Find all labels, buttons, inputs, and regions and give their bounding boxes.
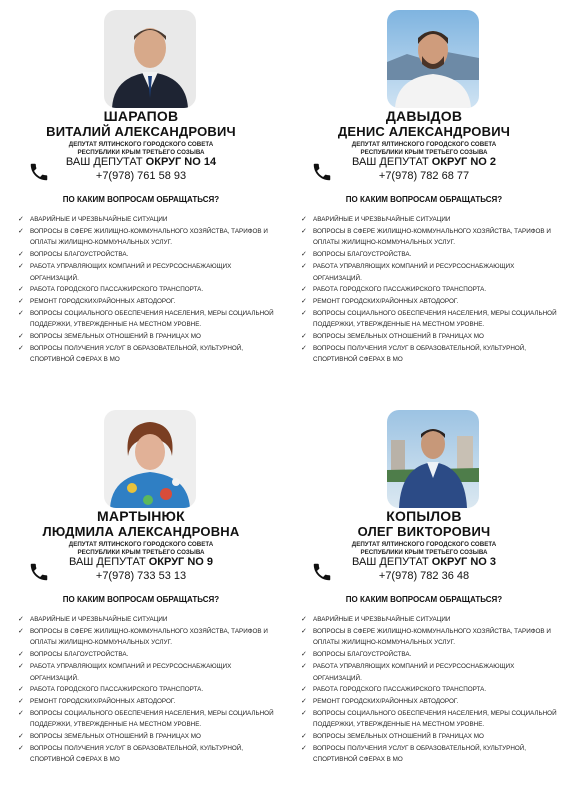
topic-item: ✓ ВОПРОСЫ ЗЕМЕЛЬНЫХ ОТНОШЕНИЙ В ГРАНИЦАХ МО: [18, 331, 280, 343]
district-prefix: ВАШ ДЕПУТАТ: [68, 556, 146, 568]
deputy-role-line2: РЕСПУБЛИКИ КРЫМ ТРЕТЬЕГО СОЗЫВА: [77, 149, 205, 156]
topic-item: ✓ РЕМОНТ ГОРОДСКИХ/РАЙОННЫХ АВТОДОРОГ.: [301, 696, 563, 708]
deputy-role-line2: РЕСПУБЛИКИ КРЫМ ТРЕТЬЕГО СОЗЫВА: [360, 149, 488, 156]
check-icon: ✓: [18, 733, 24, 741]
deputy-phone[interactable]: +7(978) 782 68 77: [378, 170, 470, 182]
check-icon: ✓: [18, 616, 24, 623]
check-icon: ✓: [18, 286, 24, 294]
deputy-given-names: ВИТАЛИЙ АЛЕКСАНДРОВИЧ: [46, 124, 236, 139]
check-icon: ✓: [18, 697, 24, 705]
check-icon: ✓: [18, 662, 24, 670]
topics-list: [301, 614, 563, 766]
topic-item: ✓ РАБОТА УПРАВЛЯЮЩИХ КОМПАНИЙ И РЕСУРСОСНАБЖАЮЩИХ ОРГАНИЗАЦИЙ.: [18, 262, 232, 282]
topic-item: ✓ ВОПРОСЫ БЛАГОУСТРОЙСТВА.: [301, 249, 563, 261]
deputy-card-martynyuk: [0, 400, 282, 800]
topic-item: ✓ ВОПРОСЫ БЛАГОУСТРОЙСТВА.: [301, 649, 563, 661]
district-number: ОКРУГ NO 2: [431, 156, 497, 168]
topic-item: ✓ ВОПРОСЫ ЗЕМЕЛЬНЫХ ОТНОШЕНИЙ В ГРАНИЦАХ МО: [301, 331, 563, 343]
deputy-photo: [104, 410, 196, 508]
check-icon: ✓: [301, 297, 307, 305]
topic-item: ✓ РЕМОНТ ГОРОДСКИХ/РАЙОННЫХ АВТОДОРОГ.: [18, 296, 280, 308]
deputy-role-line2: РЕСПУБЛИКИ КРЫМ ТРЕТЬЕГО СОЗЫВА: [360, 549, 488, 556]
questions-heading: ПО КАКИМ ВОПРОСАМ ОБРАЩАТЬСЯ?: [345, 195, 503, 204]
check-icon: ✓: [301, 227, 307, 235]
deputy-role-line1: ДЕПУТАТ ЯЛТИНСКОГО ГОРОДСКОГО СОВЕТА: [68, 141, 214, 148]
deputy-surname: КОПЫЛОВ: [386, 508, 462, 524]
deputy-given-names: ОЛЕГ ВИКТОРОВИЧ: [357, 524, 491, 539]
deputy-photo: [387, 410, 479, 508]
deputy-surname: МАРТЫНЮК: [97, 508, 185, 524]
check-icon: ✓: [18, 297, 24, 305]
check-icon: ✓: [18, 344, 24, 352]
check-icon: ✓: [301, 709, 307, 717]
topic-item: ✓ ВОПРОСЫ СОЦИАЛЬНОГО ОБЕСПЕЧЕНИЯ НАСЕЛЕНИЯ, МЕРЫ СОЦИАЛЬНОЙ ПОДДЕРЖКИ, УТВЕРЖДЕННЫЕ НА МЕСТНОМ УРОВНЕ.: [18, 709, 274, 729]
deputy-surname: ДАВЫДОВ: [385, 108, 463, 124]
check-icon: ✓: [18, 216, 24, 223]
check-icon: ✓: [301, 344, 307, 352]
topic-item: ✓ ВОПРОСЫ СОЦИАЛЬНОГО ОБЕСПЕЧЕНИЯ НАСЕЛЕНИЯ, МЕРЫ СОЦИАЛЬНОЙ ПОДДЕРЖКИ, УТВЕРЖДЕННЫЕ НА МЕСТНОМ УРОВНЕ.: [301, 309, 557, 329]
topic-item: ✓ ВОПРОСЫ СОЦИАЛЬНОГО ОБЕСПЕЧЕНИЯ НАСЕЛЕНИЯ, МЕРЫ СОЦИАЛЬНОЙ ПОДДЕРЖКИ, УТВЕРЖДЕННЫЕ НА МЕСТНОМ УРОВНЕ.: [18, 309, 274, 329]
deputy-card-davydov: [283, 0, 565, 400]
topic-item: ✓ ВОПРОСЫ В СФЕРЕ ЖИЛИЩНО-КОММУНАЛЬНОГО ХОЗЯЙСТВА, ТАРИФОВ И ОПЛАТЫ ЖИЛИЩНО-КОММУНАЛЬНЫХ УСЛУГ.: [301, 227, 551, 247]
topic-item: ✓ РАБОТА УПРАВЛЯЮЩИХ КОМПАНИЙ И РЕСУРСОСНАБЖАЮЩИХ ОРГАНИЗАЦИЙ.: [301, 662, 515, 682]
deputy-role-line2: РЕСПУБЛИКИ КРЫМ ТРЕТЬЕГО СОЗЫВА: [77, 549, 205, 556]
topic-item: ✓ ВОПРОСЫ В СФЕРЕ ЖИЛИЩНО-КОММУНАЛЬНОГО ХОЗЯЙСТВА, ТАРИФОВ И ОПЛАТЫ ЖИЛИЩНО-КОММУНАЛЬНЫХ УСЛУГ.: [18, 627, 268, 647]
check-icon: ✓: [301, 686, 307, 694]
topics-list: [18, 614, 280, 766]
topic-item: ✓ РАБОТА ГОРОДСКОГО ПАССАЖИРСКОГО ТРАНСПОРТА.: [301, 684, 563, 696]
topic-item: ✓ РЕМОНТ ГОРОДСКИХ/РАЙОННЫХ АВТОДОРОГ.: [301, 296, 563, 308]
deputy-card-sharapov: [0, 0, 282, 400]
district-prefix: ВАШ ДЕПУТАТ: [351, 156, 429, 168]
topic-item: ✓ РАБОТА ГОРОДСКОГО ПАССАЖИРСКОГО ТРАНСПОРТА.: [18, 684, 280, 696]
topic-item: ✓ ВОПРОСЫ ЗЕМЕЛЬНЫХ ОТНОШЕНИЙ В ГРАНИЦАХ МО: [301, 731, 563, 743]
topic-item: ✓ РАБОТА УПРАВЛЯЮЩИХ КОМПАНИЙ И РЕСУРСОСНАБЖАЮЩИХ ОРГАНИЗАЦИЙ.: [18, 662, 232, 682]
topics-list: [18, 214, 280, 366]
check-icon: ✓: [18, 627, 24, 635]
topic-item: ✓ РАБОТА ГОРОДСКОГО ПАССАЖИРСКОГО ТРАНСПОРТА.: [301, 284, 563, 296]
check-icon: ✓: [301, 744, 307, 752]
topic-item: ✓ ВОПРОСЫ В СФЕРЕ ЖИЛИЩНО-КОММУНАЛЬНОГО ХОЗЯЙСТВА, ТАРИФОВ И ОПЛАТЫ ЖИЛИЩНО-КОММУНАЛЬНЫХ УСЛУГ.: [301, 627, 551, 647]
check-icon: ✓: [301, 286, 307, 294]
topics-list: [301, 214, 563, 366]
deputy-given-names: ЛЮДМИЛА АЛЕКСАНДРОВНА: [42, 524, 240, 539]
topic-item: ✓ ВОПРОСЫ ЗЕМЕЛЬНЫХ ОТНОШЕНИЙ В ГРАНИЦАХ МО: [18, 731, 280, 743]
deputy-card-kopylov: [283, 400, 565, 800]
check-icon: ✓: [301, 333, 307, 341]
district-number: ОКРУГ NO 3: [431, 556, 497, 568]
topic-item: ✓ ВОПРОСЫ ПОЛУЧЕНИЯ УСЛУГ В ОБРАЗОВАТЕЛЬНОЙ, КУЛЬТУРНОЙ, СПОРТИВНОЙ СФЕРАХ В МО: [18, 344, 244, 364]
topic-item: ✓ АВАРИЙНЫЕ И ЧРЕЗВЫЧАЙНЫЕ СИТУАЦИИ: [301, 214, 563, 226]
questions-heading: ПО КАКИМ ВОПРОСАМ ОБРАЩАТЬСЯ?: [62, 195, 220, 204]
topic-item: ✓ ВОПРОСЫ В СФЕРЕ ЖИЛИЩНО-КОММУНАЛЬНОГО ХОЗЯЙСТВА, ТАРИФОВ И ОПЛАТЫ ЖИЛИЩНО-КОММУНАЛЬНЫХ УСЛУГ.: [18, 227, 268, 247]
deputy-phone[interactable]: +7(978) 761 58 93: [95, 170, 187, 182]
deputy-phone[interactable]: +7(978) 733 53 13: [95, 570, 187, 582]
topic-item: ✓ АВАРИЙНЫЕ И ЧРЕЗВЫЧАЙНЫЕ СИТУАЦИИ: [18, 214, 280, 226]
deputy-role-line1: ДЕПУТАТ ЯЛТИНСКОГО ГОРОДСКОГО СОВЕТА: [351, 141, 497, 148]
topic-item: ✓ АВАРИЙНЫЕ И ЧРЕЗВЫЧАЙНЫЕ СИТУАЦИИ: [18, 614, 280, 626]
check-icon: ✓: [301, 616, 307, 623]
check-icon: ✓: [301, 651, 307, 659]
deputy-photo: [104, 10, 196, 108]
district-prefix: ВАШ ДЕПУТАТ: [65, 156, 143, 168]
topic-item: ✓ ВОПРОСЫ БЛАГОУСТРОЙСТВА.: [18, 249, 280, 261]
questions-heading: ПО КАКИМ ВОПРОСАМ ОБРАЩАТЬСЯ?: [62, 595, 220, 604]
district-prefix: ВАШ ДЕПУТАТ: [351, 556, 429, 568]
check-icon: ✓: [18, 262, 24, 270]
check-icon: ✓: [301, 309, 307, 317]
check-icon: ✓: [18, 333, 24, 341]
questions-heading: ПО КАКИМ ВОПРОСАМ ОБРАЩАТЬСЯ?: [345, 595, 503, 604]
check-icon: ✓: [301, 251, 307, 259]
deputy-role-line1: ДЕПУТАТ ЯЛТИНСКОГО ГОРОДСКОГО СОВЕТА: [68, 541, 214, 548]
deputy-given-names: ДЕНИС АЛЕКСАНДРОВИЧ: [337, 124, 511, 139]
deputy-role-line1: ДЕПУТАТ ЯЛТИНСКОГО ГОРОДСКОГО СОВЕТА: [351, 541, 497, 548]
topic-item: ✓ ВОПРОСЫ ПОЛУЧЕНИЯ УСЛУГ В ОБРАЗОВАТЕЛЬНОЙ, КУЛЬТУРНОЙ, СПОРТИВНОЙ СФЕРАХ В МО: [301, 744, 527, 764]
topic-item: ✓ ВОПРОСЫ БЛАГОУСТРОЙСТВА.: [18, 649, 280, 661]
topic-item: ✓ РАБОТА УПРАВЛЯЮЩИХ КОМПАНИЙ И РЕСУРСОСНАБЖАЮЩИХ ОРГАНИЗАЦИЙ.: [301, 262, 515, 282]
check-icon: ✓: [301, 697, 307, 705]
district-number: ОКРУГ NO 14: [145, 156, 217, 168]
topic-item: ✓ РАБОТА ГОРОДСКОГО ПАССАЖИРСКОГО ТРАНСПОРТА.: [18, 284, 280, 296]
check-icon: ✓: [18, 709, 24, 717]
topic-item: ✓ АВАРИЙНЫЕ И ЧРЕЗВЫЧАЙНЫЕ СИТУАЦИИ: [301, 614, 563, 626]
topic-item: ✓ ВОПРОСЫ ПОЛУЧЕНИЯ УСЛУГ В ОБРАЗОВАТЕЛЬНОЙ, КУЛЬТУРНОЙ, СПОРТИВНОЙ СФЕРАХ В МО: [18, 744, 244, 764]
deputy-phone[interactable]: +7(978) 782 36 48: [378, 570, 470, 582]
check-icon: ✓: [18, 251, 24, 259]
deputy-photo: [387, 10, 479, 108]
topic-item: ✓ РЕМОНТ ГОРОДСКИХ/РАЙОННЫХ АВТОДОРОГ.: [18, 696, 280, 708]
check-icon: ✓: [301, 733, 307, 741]
check-icon: ✓: [18, 686, 24, 694]
check-icon: ✓: [18, 651, 24, 659]
deputy-surname: ШАРАПОВ: [103, 108, 179, 124]
topic-item: ✓ ВОПРОСЫ СОЦИАЛЬНОГО ОБЕСПЕЧЕНИЯ НАСЕЛЕНИЯ, МЕРЫ СОЦИАЛЬНОЙ ПОДДЕРЖКИ, УТВЕРЖДЕННЫЕ НА МЕСТНОМ УРОВНЕ.: [301, 709, 557, 729]
check-icon: ✓: [18, 744, 24, 752]
topic-item: ✓ ВОПРОСЫ ПОЛУЧЕНИЯ УСЛУГ В ОБРАЗОВАТЕЛЬНОЙ, КУЛЬТУРНОЙ, СПОРТИВНОЙ СФЕРАХ В МО: [301, 344, 527, 364]
check-icon: ✓: [18, 309, 24, 317]
check-icon: ✓: [301, 262, 307, 270]
check-icon: ✓: [301, 216, 307, 223]
check-icon: ✓: [301, 662, 307, 670]
check-icon: ✓: [18, 227, 24, 235]
check-icon: ✓: [301, 627, 307, 635]
district-number: ОКРУГ NO 9: [148, 556, 214, 568]
